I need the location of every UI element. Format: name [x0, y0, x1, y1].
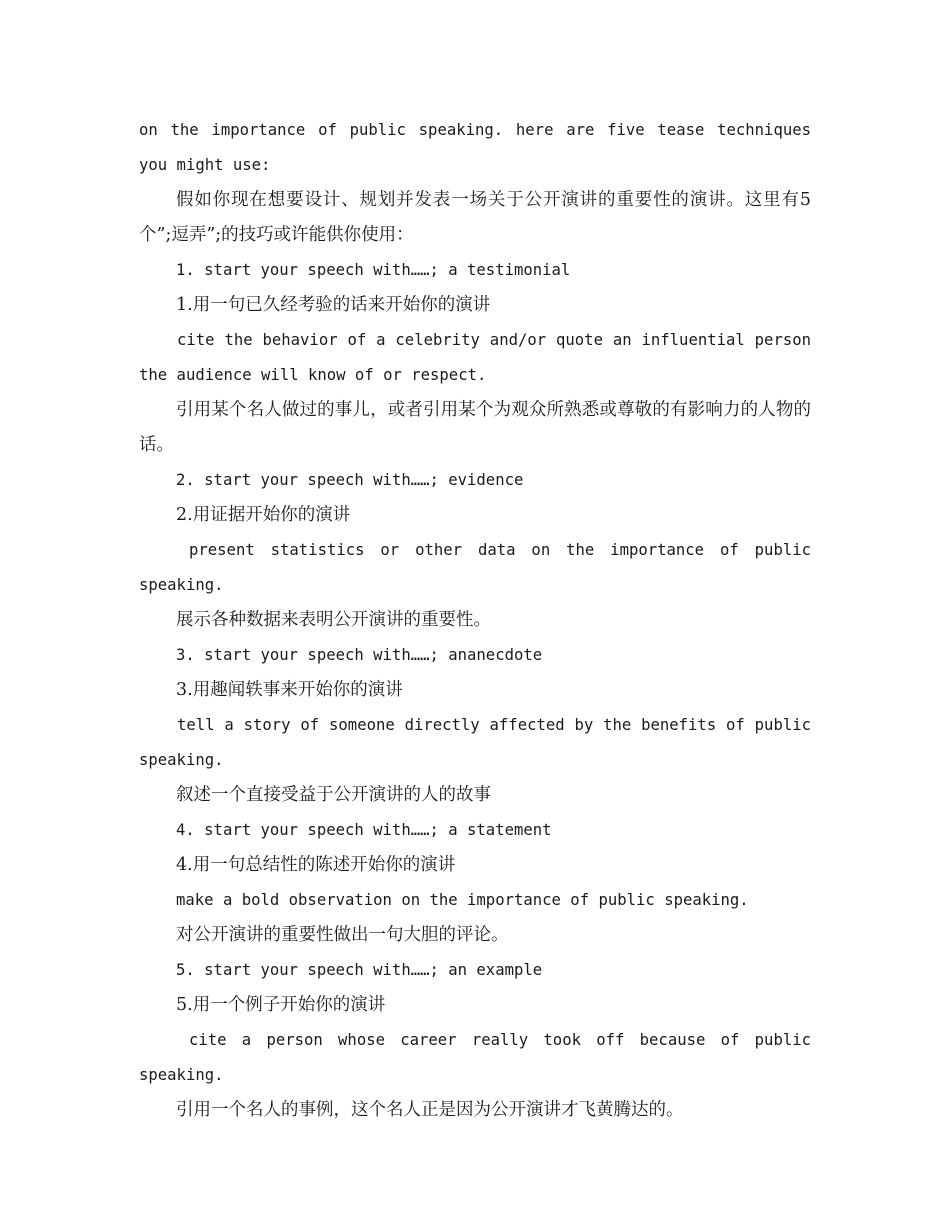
- technique-3-heading-zh: 3.用趣闻轶事来开始你的演讲: [176, 680, 403, 700]
- technique-2-body-en: present statistics or other data on the importance of public speaking.: [139, 541, 811, 594]
- technique-2-heading-zh: 2.用证据开始你的演讲: [176, 505, 351, 525]
- technique-1-heading-zh: 1.用一句已久经考验的话来开始你的演讲: [176, 295, 491, 315]
- technique-1-body-zh: 引用某个名人做过的事儿，或者引用某个为观众所熟悉或尊敬的有影响力的人物的话。: [139, 400, 811, 455]
- technique-4-heading-zh: 4.用一句总结性的陈述开始你的演讲: [176, 855, 456, 875]
- technique-5-heading-en: 5. start your speech with……; an example: [176, 961, 543, 979]
- technique-4-heading-en: 4. start your speech with……; a statement: [176, 821, 552, 839]
- technique-3-body-en: tell a story of someone directly affected by the benefits of public speaking.: [139, 716, 811, 769]
- technique-1-heading-en: 1. start your speech with……; a testimonial: [176, 261, 571, 279]
- technique-2-heading-en: 2. start your speech with……; evidence: [176, 471, 524, 489]
- technique-4-body-zh: 对公开演讲的重要性做出一句大胆的评论。: [176, 925, 509, 945]
- technique-3-body-zh: 叙述一个直接受益于公开演讲的人的故事: [176, 785, 491, 805]
- technique-3-heading-en: 3. start your speech with……; ananecdote: [176, 646, 543, 664]
- technique-2-body-zh: 展示各种数据来表明公开演讲的重要性。: [176, 610, 491, 630]
- technique-5-body-en: cite a person whose career really took off because of public speaking.: [139, 1031, 811, 1084]
- paragraph-intro-en: on the importance of public speaking. here are five tease techniques you might use:: [139, 121, 811, 174]
- technique-5-heading-zh: 5.用一个例子开始你的演讲: [176, 995, 386, 1015]
- document-body: [139, 113, 811, 1128]
- technique-4-body-en: make a bold observation on the importance of public speaking.: [176, 891, 749, 909]
- technique-5-body-zh: 引用一个名人的事例，这个名人正是因为公开演讲才飞黄腾达的。: [176, 1100, 684, 1120]
- paragraph-intro-zh: 假如你现在想要设计、规划并发表一场关于公开演讲的重要性的演讲。这里有5个”;逗弄”;的技巧或许能供你使用：: [139, 190, 811, 245]
- technique-1-body-en: cite the behavior of a celebrity and/or quote an influential person the audience will know of or respect.: [139, 331, 811, 384]
